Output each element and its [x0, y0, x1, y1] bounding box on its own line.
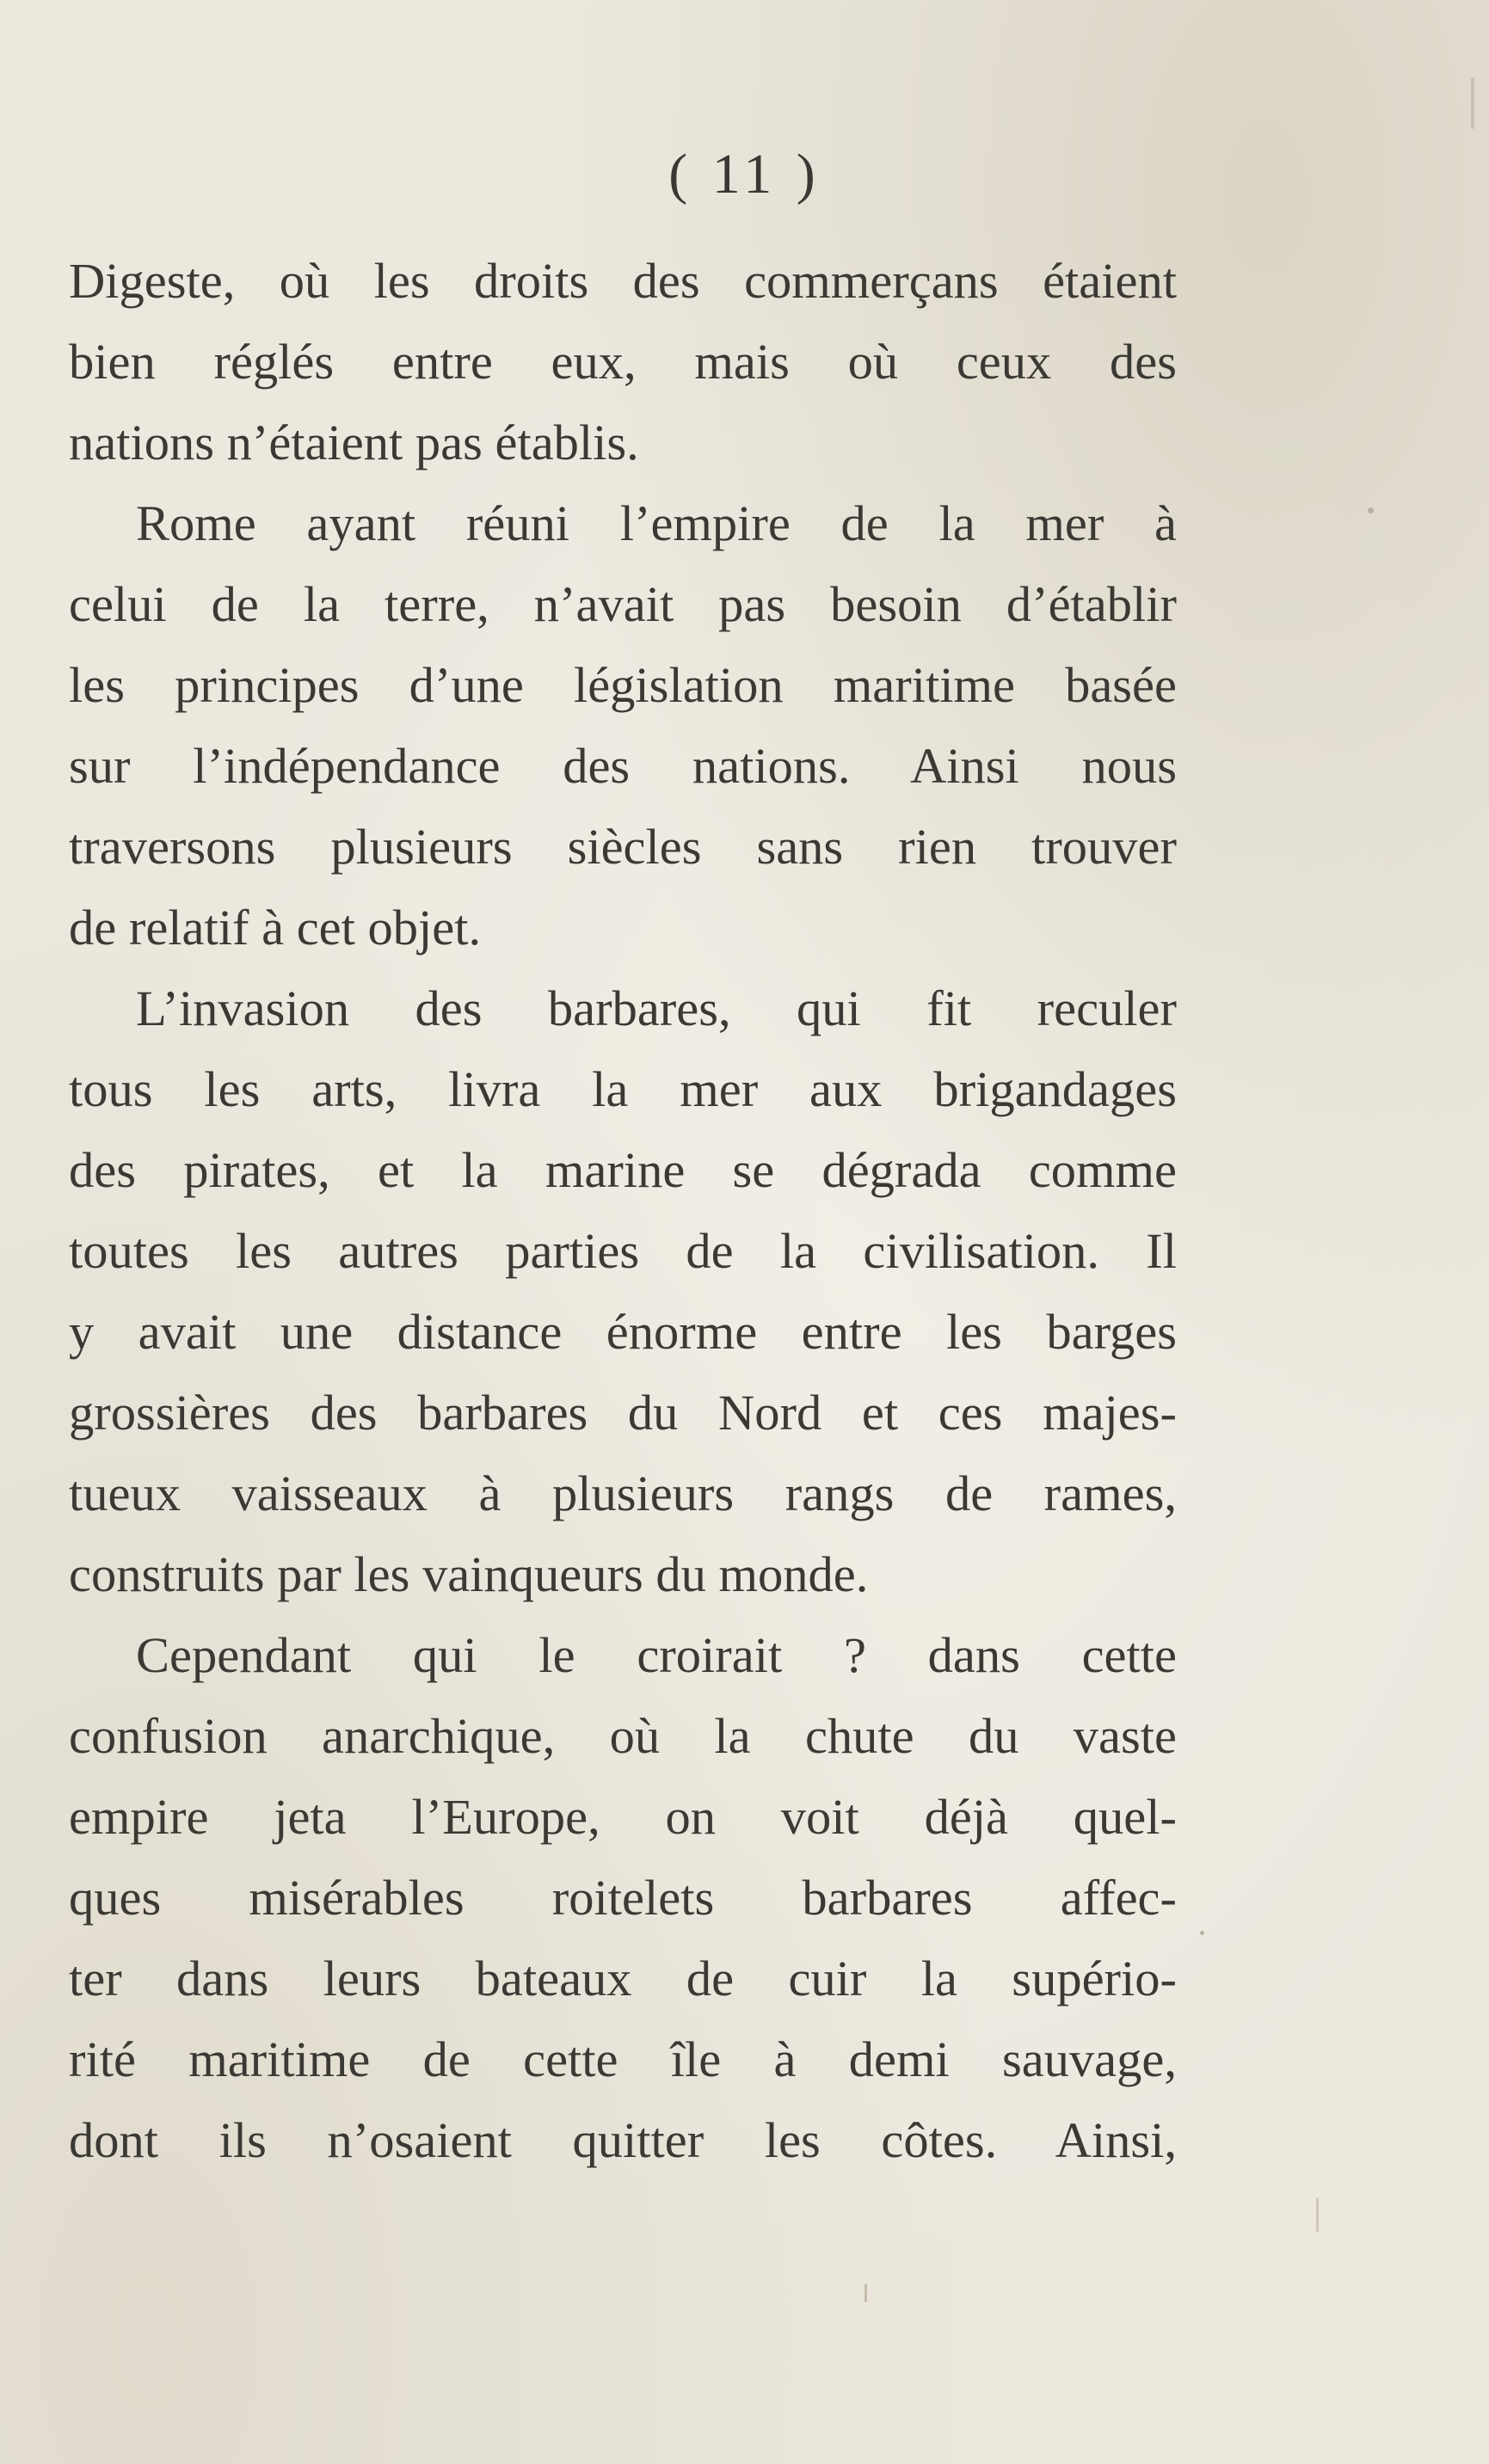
paragraph-start-line: Cependant qui le croirait ? dans cette — [136, 1627, 1177, 1683]
text-line: dont ils n’osaient quitter les côtes. Ainsi, — [69, 2112, 1177, 2168]
paragraph-start-line: L’invasion des barbares, qui fit reculer — [136, 980, 1177, 1036]
text-line: construits par les vainqueurs du monde. — [69, 1546, 869, 1602]
text-line: y avait une distance énorme entre les barges — [69, 1304, 1177, 1360]
text-line: traversons plusieurs siècles sans rien trouver — [69, 819, 1177, 875]
text-line: sur l’indépendance des nations. Ainsi nous — [69, 738, 1177, 794]
text-line: ques misérables roitelets barbares affec- — [69, 1870, 1177, 1926]
paper-speck — [864, 2283, 867, 2302]
text-line: empire jeta l’Europe, on voit déjà quel- — [69, 1789, 1177, 1845]
text-line: tous les arts, livra la mer aux brigandages — [69, 1061, 1177, 1117]
text-line: confusion anarchique, où la chute du vaste — [69, 1708, 1177, 1764]
text-line: nations n’étaient pas établis. — [69, 415, 639, 470]
paper-speck — [1316, 2197, 1319, 2232]
paper-speck — [1368, 507, 1374, 513]
text-line: ter dans leurs bateaux de cuir la supério- — [69, 1951, 1177, 2006]
text-line: tueux vaisseaux à plusieurs rangs de rames, — [69, 1465, 1177, 1521]
text-line: Digeste, où les droits des commerçans étaient — [69, 253, 1177, 309]
text-line: les principes d’une législation maritime basée — [69, 657, 1177, 713]
text-line: rité maritime de cette île à demi sauvage, — [69, 2031, 1177, 2087]
text-line: toutes les autres parties de la civilisation. Il — [69, 1223, 1177, 1279]
paragraph-start-line: Rome ayant réuni l’empire de la mer à — [136, 495, 1177, 551]
body-text — [69, 241, 1177, 2181]
text-line: de relatif à cet objet. — [69, 900, 482, 955]
text-line: grossières des barbares du Nord et ces majes- — [69, 1385, 1177, 1441]
page-number: ( 11 ) — [668, 143, 821, 206]
text-line: celui de la terre, n’avait pas besoin d’établir — [69, 576, 1177, 632]
paper-speck — [1200, 1931, 1204, 1935]
text-line: des pirates, et la marine se dégrada comme — [69, 1142, 1177, 1198]
text-line: bien réglés entre eux, mais où ceux des — [69, 334, 1177, 390]
paper-speck — [1471, 77, 1474, 129]
